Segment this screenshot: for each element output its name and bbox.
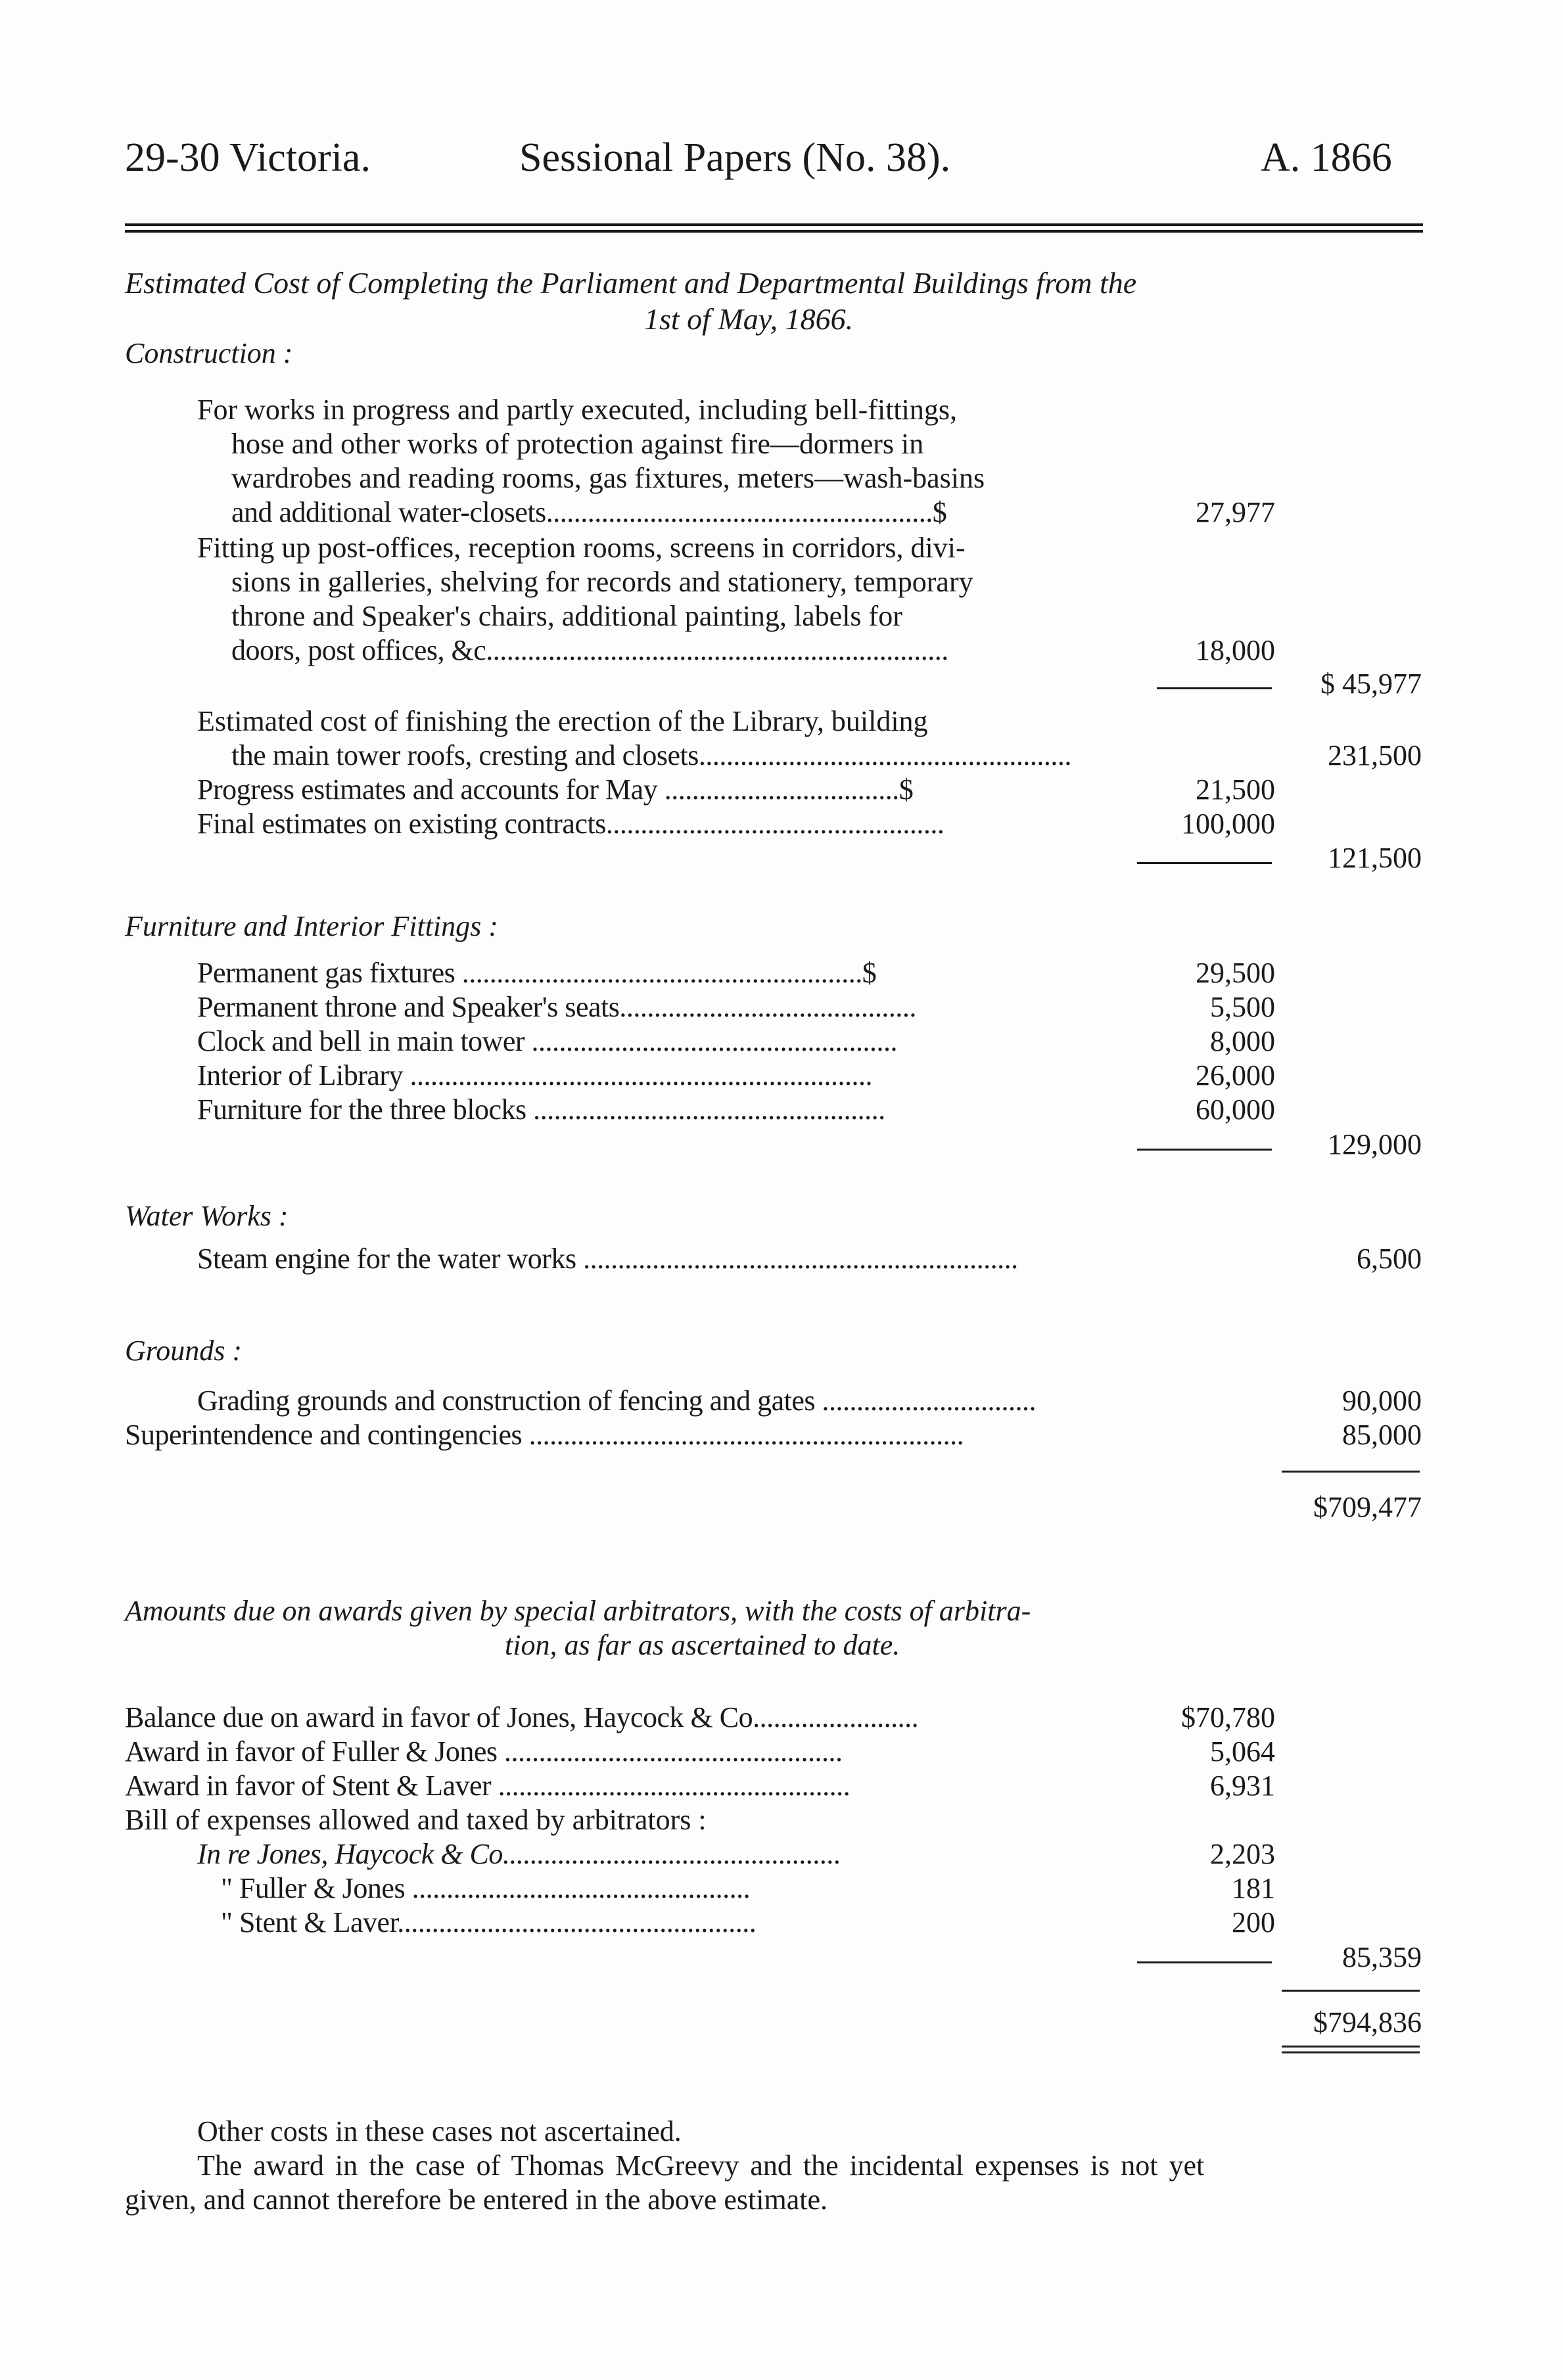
construction-item1-line1: For works in progress and partly executed, including bell-fittings,: [197, 394, 957, 426]
title-line-2: 1st of May, 1866.: [644, 302, 854, 336]
final-total: $794,836: [1313, 2006, 1422, 2038]
library-line1: Estimated cost of finishing the erection of the Library, building: [197, 705, 928, 737]
bill-item-label: " Stent & Laver....................................................: [221, 1906, 757, 1938]
subtotal-rule: [1157, 687, 1272, 689]
awards-rule: [1137, 1961, 1272, 1963]
furniture-item-amount: 29,500: [1196, 957, 1275, 989]
grounds-heading: Grounds :: [125, 1335, 243, 1367]
awards-heading-line2: tion, as far as ascertained to date.: [505, 1629, 900, 1661]
bill-item-amount: 200: [1232, 1906, 1275, 1938]
header-left: 29-30 Victoria.: [125, 135, 371, 180]
construction-heading: Construction :: [125, 337, 293, 369]
furniture-item-label: Permanent gas fixtures ..........................................................$: [197, 957, 877, 989]
water-label: Steam engine for the water works ...............................................................: [197, 1243, 1018, 1275]
grading-label: Grading grounds and construction of fencing and gates ...............................: [197, 1385, 1037, 1417]
furniture-item-label: Furniture for the three blocks ...................................................: [197, 1093, 885, 1126]
water-amount: 6,500: [1357, 1243, 1422, 1275]
furniture-item-amount: 5,500: [1210, 991, 1275, 1023]
water-heading: Water Works :: [125, 1200, 289, 1232]
note-line1: Other costs in these cases not ascertained.: [197, 2115, 682, 2147]
library-amount: 231,500: [1328, 739, 1422, 771]
construction-item1-amount: 27,977: [1196, 496, 1275, 528]
furniture-item-label: Clock and bell in main tower .....................................................: [197, 1025, 897, 1057]
bill-item-label: " Fuller & Jones .................................................: [221, 1872, 751, 1904]
library-line2: the main tower roofs, cresting and closets......................................................: [231, 739, 1071, 771]
furniture-rule: [1137, 1149, 1272, 1151]
header-center: Sessional Papers (No. 38).: [519, 135, 951, 180]
construction-item2-line1: Fitting up post-offices, reception rooms, screens in corridors, divi-: [197, 532, 966, 564]
award-item-label: Award in favor of Fuller & Jones .................................................: [125, 1735, 843, 1768]
grading-amount: 90,000: [1342, 1385, 1422, 1417]
note-line2: The award in the case of Thomas McGreevy and the incidental expenses is not yet: [197, 2149, 1205, 2182]
final-rule-double-1: [1282, 2046, 1420, 2048]
construction-item1-line3: wardrobes and reading rooms, gas fixtures, meters—wash-basins: [231, 462, 985, 494]
furniture-item-label: Permanent throne and Speaker's seats...........................................: [197, 991, 916, 1023]
award-item-amount: $70,780: [1181, 1701, 1275, 1733]
furniture-item-label: Interior of Library ...................................................................: [197, 1059, 873, 1091]
award-item-amount: 5,064: [1210, 1735, 1275, 1768]
bill-item-amount: 181: [1232, 1872, 1275, 1904]
progress-rule: [1137, 862, 1272, 864]
award-item-label: Award in favor of Stent & Laver ...................................................: [125, 1770, 851, 1802]
final-label: Final estimates on existing contracts.................................................: [197, 808, 945, 840]
header-right: A. 1866: [1261, 135, 1392, 180]
final-rule-double-2: [1282, 2051, 1420, 2053]
awards-heading-line1: Amounts due on awards given by special arbitrators, with the costs of arbitra-: [125, 1595, 1031, 1627]
progress-total: 121,500: [1328, 842, 1422, 874]
construction-subtotal: $ 45,977: [1320, 668, 1422, 700]
header-rule-bottom: [125, 230, 1423, 233]
grounds-rule: [1282, 1471, 1420, 1473]
note-line3: given, and cannot therefore be entered in the above estimate.: [125, 2184, 828, 2216]
header-rule-top: [125, 223, 1423, 226]
construction-item2-line4: doors, post offices, &c...................................................................: [231, 634, 948, 666]
construction-item2-amount: 18,000: [1196, 634, 1275, 666]
award-item-label: Balance due on award in favor of Jones, Haycock & Co........................: [125, 1701, 919, 1733]
construction-item1-line4: and additional water-closets........................................................$: [231, 496, 947, 528]
bill-item-label: In re Jones, Haycock & Co.................................................: [197, 1838, 841, 1870]
superintendence-amount: 85,000: [1342, 1419, 1422, 1451]
title-line-1: Estimated Cost of Completing the Parliament and Departmental Buildings from the: [125, 266, 1137, 300]
award-item-amount: 6,931: [1210, 1770, 1275, 1802]
construction-item2-line2: sions in galleries, shelving for records and stationery, temporary: [231, 566, 973, 598]
final-rule-top: [1282, 1990, 1420, 1992]
bill-label: Bill of expenses allowed and taxed by arbitrators :: [125, 1804, 707, 1836]
final-amount: 100,000: [1181, 808, 1275, 840]
bill-item-amount: 2,203: [1210, 1838, 1275, 1870]
construction-item2-line3: throne and Speaker's chairs, additional painting, labels for: [231, 600, 902, 632]
furniture-item-amount: 26,000: [1196, 1059, 1275, 1091]
furniture-heading: Furniture and Interior Fittings :: [125, 910, 498, 942]
furniture-total: 129,000: [1328, 1128, 1422, 1160]
construction-item1-line2: hose and other works of protection against fire—dormers in: [231, 428, 924, 460]
grand-total: $709,477: [1313, 1491, 1422, 1523]
progress-amount: 21,500: [1196, 773, 1275, 806]
furniture-item-amount: 60,000: [1196, 1093, 1275, 1126]
progress-label: Progress estimates and accounts for May ..................................$: [197, 773, 914, 806]
awards-total: 85,359: [1342, 1941, 1422, 1973]
superintendence-label: Superintendence and contingencies ...............................................................: [125, 1419, 964, 1451]
furniture-item-amount: 8,000: [1210, 1025, 1275, 1057]
